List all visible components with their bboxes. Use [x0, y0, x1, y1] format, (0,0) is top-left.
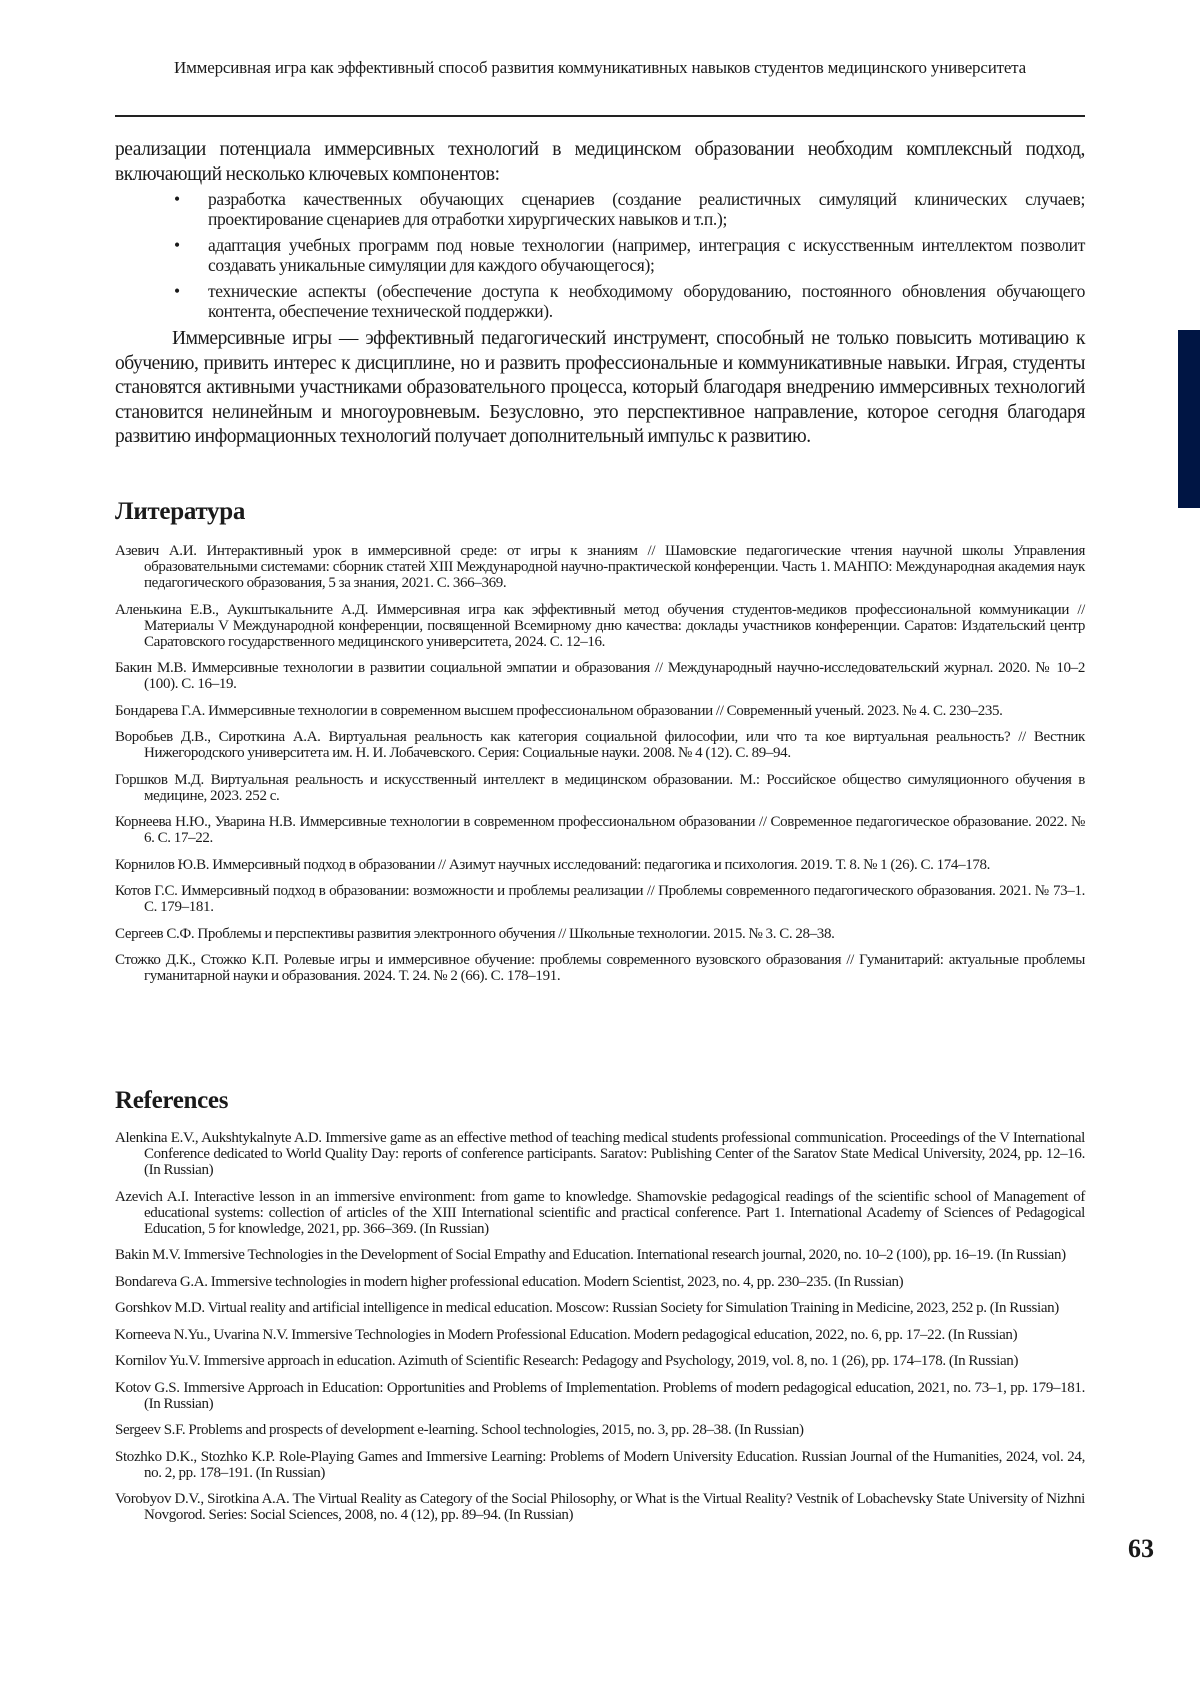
reference-item: Аленькина Е.В., Аукштыкальните А.Д. Иммерсивная игра как эффективный метод обучения студентов-медиков профессиональной коммуникации // Материалы V Международной конференции, посвященной Всемирному дню качества: доклады участников конференции. Саратов: Издательский центр Саратовского государственного медицинского университета, 2024. С. 12–16. [115, 601, 1085, 650]
bullet-list [115, 189, 1085, 321]
reference-item: Alenkina E.V., Aukshtykalnyte A.D. Immersive game as an effective method of teaching medical students professional communication. Proceedings of the V International Conference dedicated to World Quality Day: reports of conference participants. Saratov: Publishing Center of the Saratov State Medical University, 2024, pp. 12–16. (In Russian) [115, 1130, 1085, 1178]
references-list [115, 1130, 1085, 1534]
reference-item: Sergeev S.F. Problems and prospects of development e-learning. School technologies, 2015, no. 3, pp. 28–38. (In Russian) [115, 1422, 804, 1438]
page-number: 63 [1128, 1534, 1154, 1563]
reference-item: Kornilov Yu.V. Immersive approach in education. Azimuth of Scientific Research: Pedagogy and Psychology, 2019, vol. 8, no. 1 (26), pp. 174–178. (In Russian) [115, 1353, 1019, 1369]
list-item: • технические аспекты (обеспечение доступа к необходимому оборудованию, постоянного обновления обучающего контента, обеспечение технической поддержки). [174, 281, 1085, 321]
reference-item: Корнилов Ю.В. Иммерсивный подход в образовании // Азимут научных исследований: педагогика и психология. 2019. Т. 8. № 1 (26). С. 174–178. [115, 856, 991, 873]
reference-item: Gorshkov M.D. Virtual reality and artificial intelligence in medical education. Moscow: Russian Society for Simulation Training in Medicine, 2023, 252 p. (In Russian) [115, 1300, 1059, 1316]
bullet-icon: • [174, 281, 180, 301]
reference-item: Бакин М.В. Иммерсивные технологии в развитии социальной эмпатии и образования // Международный научно-исследовательский журнал. 2020. № 10–2 (100). С. 16–19. [115, 660, 1085, 692]
reference-item: Азевич А.И. Интерактивный урок в иммерсивной среде: от игры к знаниям // Шамовские педагогические чтения научной школы Управления образовательными системами: сборник статей XIII Международной научно-практической конференции. Часть 1. МАНПО: Международная академия наук педагогического образования, 5 за знания, 2021. С. 366–369. [115, 543, 1085, 591]
reference-item: Горшков М.Д. Виртуальная реальность и искусственный интеллект в медицинском образовании. М.: Российское общество симуляционного обучения в медицине, 2023. 252 с. [115, 771, 1085, 804]
reference-item: Стожко Д.К., Стожко К.П. Ролевые игры и иммерсивное обучение: проблемы современного вузовского образования // Гуманитарий: актуальные проблемы гуманитарной науки и образования. 2024. Т. 24. № 2 (66). С. 178–191. [115, 952, 1085, 984]
reference-item: Korneeva N.Yu., Uvarina N.V. Immersive Technologies in Modern Professional Education. Modern pedagogical education, 2022, no. 6, pp. 17–22. (In Russian) [115, 1326, 1018, 1343]
reference-item: Бондарева Г.А. Иммерсивные технологии в современном высшем профессиональном образовании // Современный ученый. 2023. № 4. С. 230–235. [115, 702, 1003, 719]
reference-item: Kotov G.S. Immersive Approach in Education: Opportunities and Problems of Implementation. Problems of modern pedagogical education, 2021, no. 73–1, pp. 179–181. (In Russian) [115, 1379, 1085, 1412]
running-header: Иммерсивная игра как эффективный способ развития коммуникативных навыков студентов медицинского университета [174, 58, 1026, 77]
header-divider [115, 115, 1085, 117]
reference-item: Stozhko D.K., Stozhko K.P. Role-Playing Games and Immersive Learning: Problems of Modern University Education. Russian Journal of the Humanities, 2024, vol. 24, no. 2, pp. 178–191. (In Russian) [115, 1448, 1085, 1481]
intro-paragraph: реализации потенциала иммерсивных технологий в медицинском образовании необходим комплексный подход, включающий несколько ключевых компонентов: [115, 139, 1085, 185]
list-item: • разработка качественных обучающих сценариев (создание реалистичных симуляций клинических случаев; проектирование сценариев для отработки хирургических навыков и т.п.); [174, 189, 1085, 229]
literature-list [115, 543, 1085, 995]
reference-item: Воробьев Д.В., Сироткина А.А. Виртуальная реальность как категория социальной философии, или что та кое виртуальная реальность? // Вестник Нижегородского университета им. Н. И. Лобачевского. Серия: Социальные науки. 2008. № 4 (12). С. 89–94. [115, 729, 1085, 761]
bullet-icon: • [174, 235, 180, 255]
body-text [115, 138, 1085, 450]
edge-tab-marker [1178, 330, 1200, 508]
reference-item: Котов Г.С. Иммерсивный подход в образовании: возможности и проблемы реализации // Проблемы современного педагогического образования. 2021. № 73–1. С. 179–181. [115, 883, 1085, 915]
literature-heading: Литература [115, 498, 246, 525]
references-heading: References [115, 1087, 229, 1114]
list-item: • адаптация учебных программ под новые технологии (например, интеграция с искусственным интеллектом позволит создавать уникальные симуляции для каждого обучающегося); [174, 235, 1085, 275]
reference-item: Сергеев С.Ф. Проблемы и перспективы развития электронного обучения // Школьные технологии. 2015. № 3. С. 28–38. [115, 925, 835, 942]
reference-item: Azevich A.I. Interactive lesson in an immersive environment: from game to knowledge. Shamovskie pedagogical readings of the scientific school of Management of educational systems: collection of articles of the XIII International scientific and practical conference. Part 1. International Academy of Sciences of Pedagogical Education, 5 for knowledge, 2021, pp. 366–369. (In Russian) [115, 1188, 1085, 1237]
reference-item: Vorobyov D.V., Sirotkina A.A. The Virtual Reality as Category of the Social Philosophy, or What is the Virtual Reality? Vestnik of Lobachevsky State University of Nizhni Novgorod. Series: Social Sciences, 2008, no. 4 (12), pp. 89–94. (In Russian) [115, 1491, 1085, 1523]
reference-item: Bakin M.V. Immersive Technologies in the Development of Social Empathy and Education. International research journal, 2020, no. 10–2 (100), pp. 16–19. (In Russian) [115, 1247, 1066, 1263]
reference-item: Корнеева Н.Ю., Уварина Н.В. Иммерсивные технологии в современном профессиональном образовании // Современное педагогическое образование. 2022. № 6. С. 17–22. [115, 814, 1085, 846]
conclusion-paragraph: Иммерсивные игры — эффективный педагогический инструмент, способный не только повысить мотивацию к обучению, привить интерес к дисциплине, но и развить профессиональные и коммуникативные навыки. Играя, студенты становятся активными участниками образовательного процесса, который благодаря внедрению иммерсивных технологий становится нелинейным и многоуровневым. Безусловно, это перспективное направление, которое сегодня благодаря развитию информационных технологий получает дополнительный импульс к развитию. [115, 328, 1085, 447]
bullet-icon: • [174, 189, 180, 209]
reference-item: Bondareva G.A. Immersive technologies in modern higher professional education. Modern Scientist, 2023, no. 4, pp. 230–235. (In Russian) [115, 1273, 904, 1290]
